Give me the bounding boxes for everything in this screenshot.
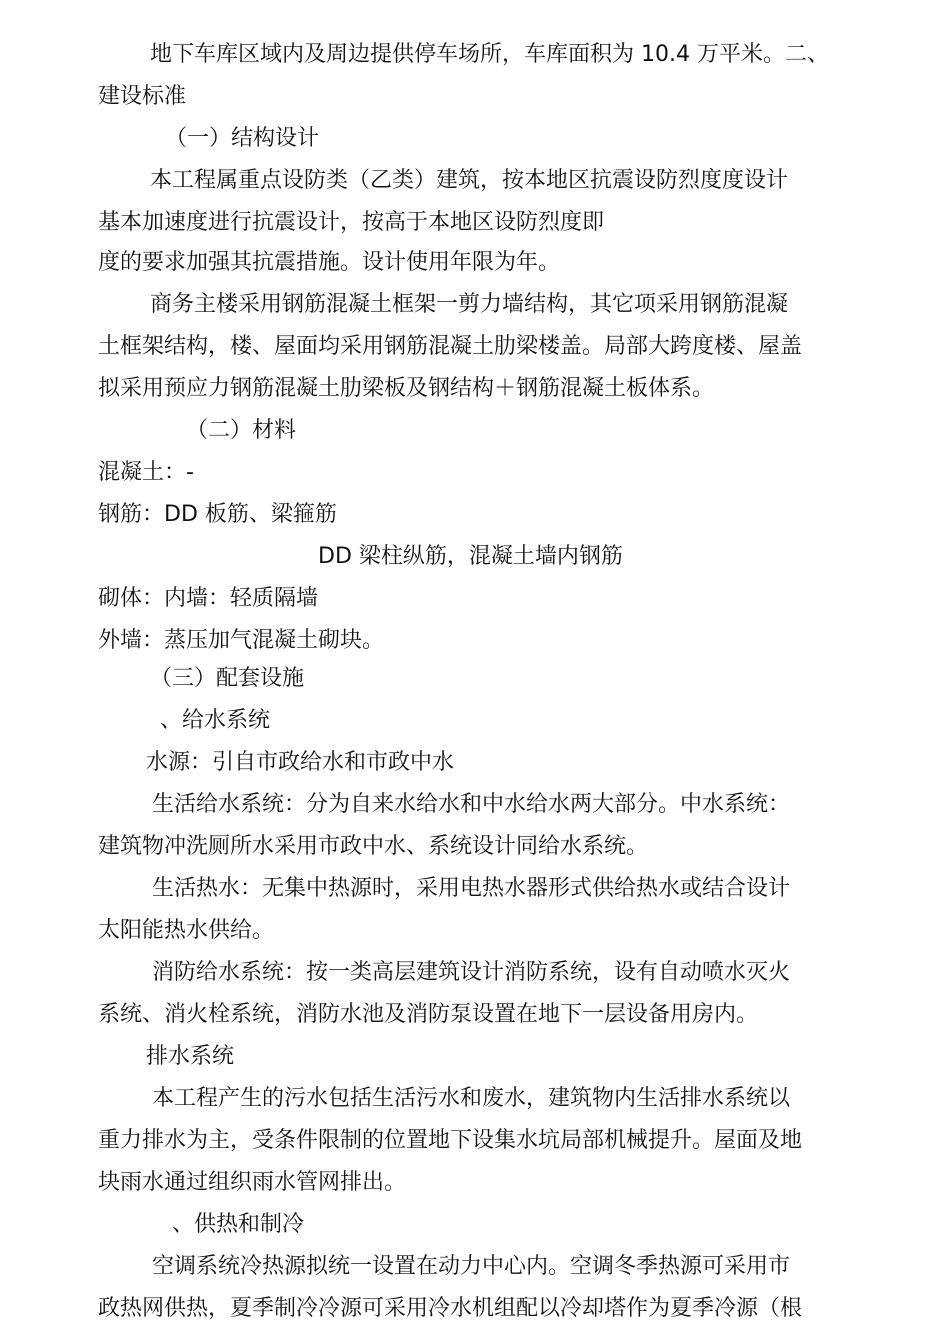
text-line: 太阳能热水供给。: [98, 918, 275, 943]
text-line: 建筑物冲洗厕所水采用市政中水、系统设计同给水系统。: [98, 834, 649, 859]
text-line: 块雨水通过组织雨水管网排出。: [98, 1170, 407, 1195]
text-line: 消防给水系统：按一类高层建筑设计消防系统，设有自动喷水灭火: [152, 960, 791, 985]
text-line: 混凝土：-: [98, 460, 194, 485]
text-line: 砌体：内墙：轻质隔墙: [98, 586, 319, 611]
text-line: 生活热水：无集中热源时，采用电热水器形式供给热水或结合设计: [152, 876, 791, 901]
text-line: 外墙：蒸压加气混凝土砌块。: [98, 628, 385, 653]
text-line: 政热网供热，夏季制冷冷源可采用冷水机组配以冷却塔作为夏季冷源（根: [98, 1296, 803, 1321]
section-heading: （三）配套设施: [150, 666, 305, 691]
text-line: 地下车库区域内及周边提供停车场所，车库面积为 10.4 万平米。二、: [150, 42, 829, 67]
text-line: 本工程产生的污水包括生活污水和废水，建筑物内生活排水系统以: [152, 1086, 791, 1111]
subsection-heading: 排水系统: [146, 1044, 235, 1069]
text-line: 水源：引自市政给水和市政中水: [146, 750, 455, 775]
section-heading: （二）材料: [186, 418, 297, 443]
text-line: DD 梁柱纵筋，混凝土墙内钢筋: [318, 544, 623, 569]
text-line: 空调系统冷热源拟统一设置在动力中心内。空调冬季热源可采用市: [152, 1254, 791, 1279]
text-line: 系统、消火栓系统，消防水池及消防泵设置在地下一层设备用房内。: [98, 1002, 759, 1027]
text-line: 商务主楼采用钢筋混凝土框架一剪力墙结构，其它项采用钢筋混凝: [150, 292, 789, 317]
text-line: 本工程属重点设防类（乙类）建筑，按本地区抗震设防烈度度设计: [150, 168, 789, 193]
text-line: 钢筋：DD 板筋、梁箍筋: [98, 502, 337, 527]
text-line: 重力排水为主，受条件限制的位置地下设集水坑局部机械提升。屋面及地: [98, 1128, 803, 1153]
subsection-heading: 、供热和制冷: [172, 1212, 305, 1237]
text-line: 土框架结构，楼、屋面均采用钢筋混凝土肋梁楼盖。局部大跨度楼、屋盖: [98, 334, 803, 359]
text-line: 拟采用预应力钢筋混凝土肋梁板及钢结构＋钢筋混凝土板体系。: [98, 376, 715, 401]
text-line: 建设标准: [98, 84, 187, 109]
subsection-heading: 、给水系统: [160, 708, 271, 733]
text-line: 基本加速度进行抗震设计，按高于本地区设防烈度即: [98, 210, 605, 235]
text-line: 度的要求加强其抗震措施。设计使用年限为年。: [98, 250, 561, 275]
section-heading: （一）结构设计: [165, 126, 320, 151]
text-line: 生活给水系统：分为自来水给水和中水给水两大部分。中水系统：: [152, 792, 791, 817]
